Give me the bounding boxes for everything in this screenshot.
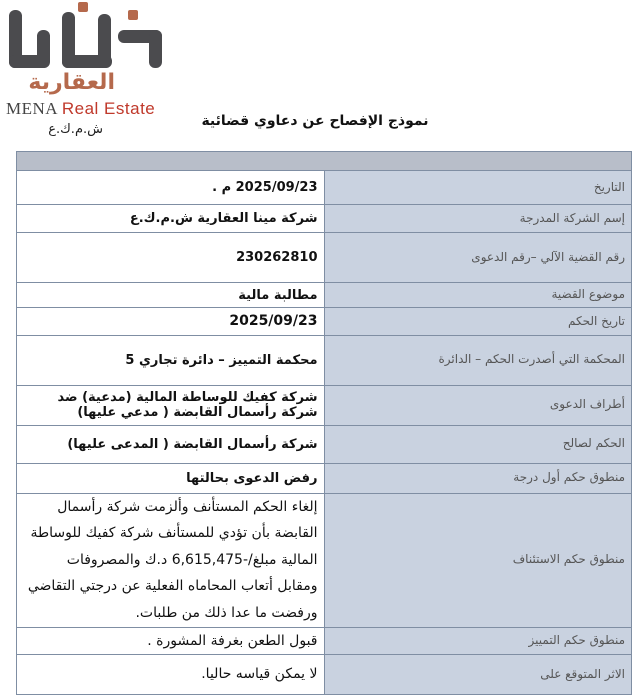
- value-parties: شركة كفيك للوساطة المالية (مدعية) ضد شركة رأسمال القابضة ( مدعي عليها): [17, 385, 325, 425]
- mena-logo-mark-icon: [0, 0, 175, 80]
- table-header-cell: [17, 152, 632, 171]
- logo-name-mena: MENA: [6, 99, 58, 118]
- logo-company-suffix: ش.م.ك.ع: [48, 122, 103, 137]
- label-case-subject: موضوع القضية: [324, 283, 632, 308]
- value-cassation: قبول الطعن بغرفة المشورة .: [17, 627, 325, 655]
- table-header-band: [17, 152, 632, 171]
- table-row-parties: [17, 385, 632, 425]
- logo-name-arabic: العقارية: [28, 70, 115, 95]
- value-ruling-date: 2025/09/23: [17, 308, 325, 336]
- table-row-court: [17, 335, 632, 385]
- table-row-company: [17, 205, 632, 233]
- value-date: 2025/09/23 م .: [17, 171, 325, 205]
- label-first-instance: منطوق حكم أول درجة: [324, 463, 632, 493]
- label-court: المحكمة التي أصدرت الحكم – الدائرة: [324, 335, 632, 385]
- label-expected-impact: الاثر المتوقع على: [324, 655, 632, 695]
- table-row-case-subject: [17, 283, 632, 308]
- value-case-number: 230262810: [17, 233, 325, 283]
- label-case-number: رقم القضية الآلي –رقم الدعوى: [324, 233, 632, 283]
- table-row-ruling-date: [17, 308, 632, 336]
- value-court: محكمة التمييز – دائرة تجاري 5: [17, 335, 325, 385]
- value-expected-impact: لا يمكن قياسه حاليا.: [17, 655, 325, 695]
- company-logo: [0, 0, 175, 140]
- table-row-date: [17, 171, 632, 205]
- disclosure-table: [16, 151, 632, 695]
- value-company: شركة مينا العقارية ش.م.ك.ع: [17, 205, 325, 233]
- table-row-appeal: [17, 493, 632, 627]
- document-title: نموذج الإفصاح عن دعاوي قضائية: [201, 113, 429, 129]
- label-ruling-for: الحكم لصالح: [324, 425, 632, 463]
- table-row-cassation: [17, 627, 632, 655]
- label-appeal: منطوق حكم الاستئناف: [324, 493, 632, 627]
- label-date: التاريخ: [324, 171, 632, 205]
- value-ruling-for: شركة رأسمال القابضة ( المدعى عليها): [17, 425, 325, 463]
- label-cassation: منطوق حكم التمييز: [324, 627, 632, 655]
- value-case-subject: مطالبة مالية: [17, 283, 325, 308]
- label-ruling-date: تاريخ الحكم: [324, 308, 632, 336]
- table-row-expected-impact: [17, 655, 632, 695]
- value-appeal: إلغاء الحكم المستأنف وألزمت شركة رأسمال القابضة بأن تؤدي للمستأنف شركة كفيك للوساطة المالية مبلغ/-6,615,475 د.ك والمصروفات ومقابل أتعاب المحاماه الفعلية عن درجتي التقاضي ورفضت ما عدا ذلك من طلبات.: [17, 493, 325, 627]
- table-row-case-number: [17, 233, 632, 283]
- table-row-ruling-for: [17, 425, 632, 463]
- label-parties: أطراف الدعوى: [324, 385, 632, 425]
- logo-name-english: [6, 99, 155, 119]
- label-company: إسم الشركة المدرجة: [324, 205, 632, 233]
- value-first-instance: رفض الدعوى بحالتها: [17, 463, 325, 493]
- table-row-first-instance: [17, 463, 632, 493]
- logo-name-real-estate: Real Estate: [61, 99, 156, 118]
